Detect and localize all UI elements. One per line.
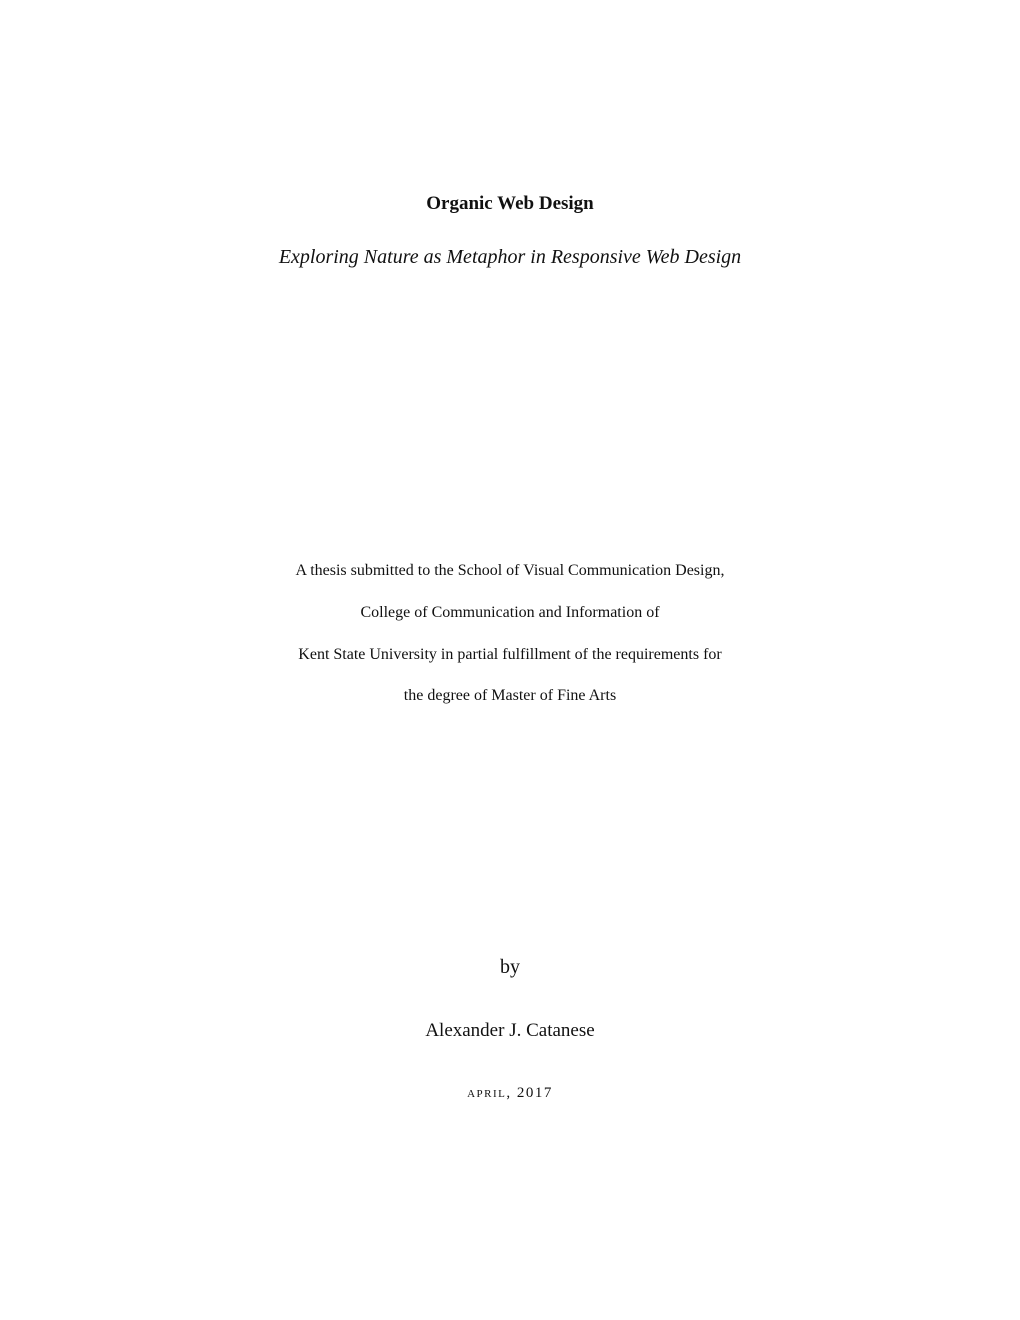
statement-line: College of Communication and Information of (360, 604, 660, 621)
submission-date: april, 2017 (467, 1085, 553, 1101)
author-name: Alexander J. Catanese (425, 1020, 595, 1041)
statement-line: A thesis submitted to the School of Visual Communication Design, (295, 562, 725, 579)
statement-line: Kent State University in partial fulfillment of the requirements for (298, 646, 722, 663)
by-label: by (500, 956, 520, 978)
thesis-subtitle: Exploring Nature as Metaphor in Responsive Web Design (278, 246, 742, 268)
thesis-title: Organic Web Design (426, 193, 594, 214)
statement-line: the degree of Master of Fine Arts (403, 687, 617, 704)
